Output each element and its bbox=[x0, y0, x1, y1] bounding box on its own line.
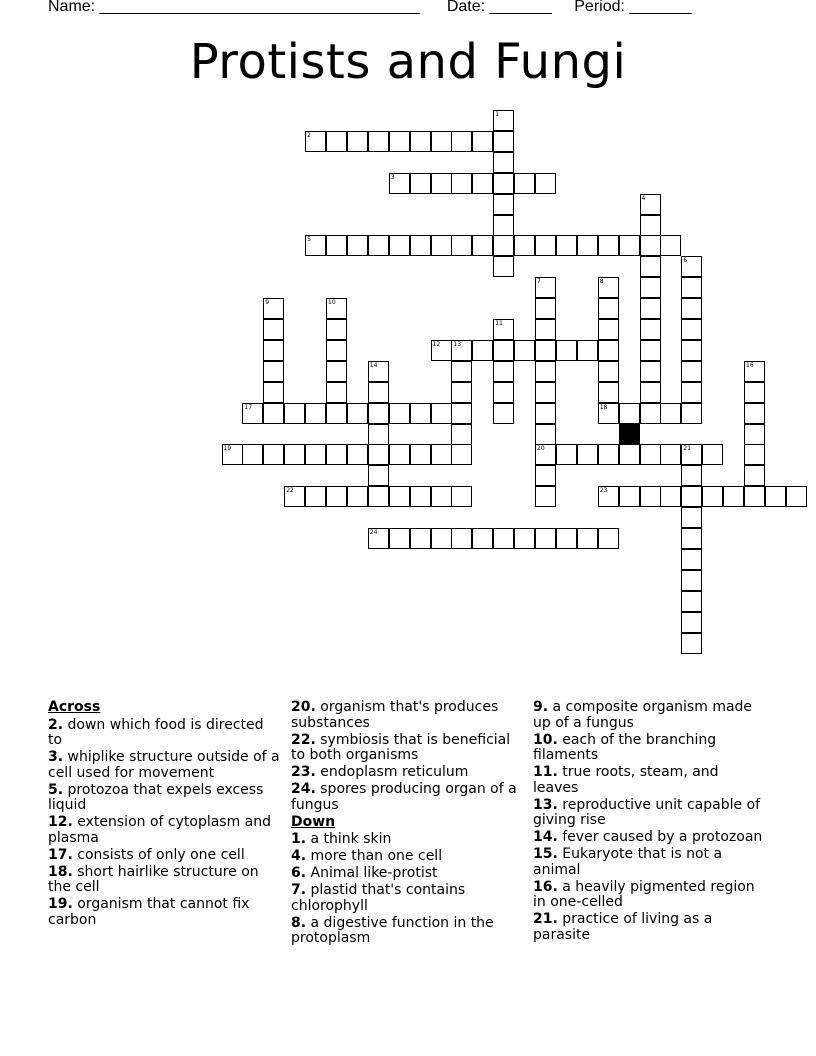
clue bbox=[291, 700, 523, 731]
grid-cell[interactable] bbox=[556, 444, 577, 465]
grid-cell[interactable] bbox=[389, 235, 410, 256]
across-heading: Across bbox=[48, 699, 101, 715]
clue-text: protozoa that expels excess liquid bbox=[48, 781, 264, 813]
grid-cell[interactable] bbox=[535, 361, 556, 382]
grid-cell[interactable] bbox=[284, 403, 305, 424]
grid-cell[interactable] bbox=[326, 361, 347, 382]
grid-cell[interactable] bbox=[451, 340, 472, 361]
down-clue-list-continued bbox=[533, 700, 765, 943]
grid-cell[interactable] bbox=[681, 277, 702, 298]
grid-cell[interactable] bbox=[535, 319, 556, 340]
clue-text: whiplike structure outside of a cell used for movement bbox=[48, 749, 280, 781]
grid-cell[interactable] bbox=[681, 444, 702, 465]
grid-cell[interactable] bbox=[744, 424, 765, 445]
grid-cell[interactable] bbox=[681, 465, 702, 486]
clue-text: reproductive unit capable of giving rise bbox=[533, 796, 761, 828]
clue-number: 23 bbox=[599, 487, 608, 495]
grid-cell[interactable] bbox=[598, 319, 619, 340]
clue-text: fever caused by a protozoan bbox=[557, 829, 763, 845]
grid-cell[interactable] bbox=[640, 382, 661, 403]
grid-cell[interactable] bbox=[681, 361, 702, 382]
clue-number: 24 bbox=[369, 529, 378, 536]
clue-number-label: 7. bbox=[291, 882, 307, 898]
clue-number: 2 bbox=[307, 131, 311, 139]
grid-cell[interactable] bbox=[640, 486, 661, 507]
clue bbox=[533, 912, 765, 943]
down-heading: Down bbox=[291, 813, 336, 830]
grid-cell[interactable] bbox=[451, 424, 472, 445]
grid-cell[interactable] bbox=[410, 444, 431, 465]
grid-cell[interactable] bbox=[410, 403, 431, 424]
grid-cell[interactable] bbox=[326, 131, 347, 152]
grid-cell[interactable] bbox=[305, 486, 326, 507]
grid-cell[interactable] bbox=[702, 444, 723, 465]
clue-number-label: 21. bbox=[533, 911, 558, 927]
clue-number-label: 12. bbox=[48, 814, 73, 830]
grid-black-cell bbox=[619, 424, 640, 445]
clue-number-label: 17. bbox=[48, 846, 73, 863]
grid-cell[interactable] bbox=[431, 528, 452, 549]
clue bbox=[291, 916, 523, 947]
clue bbox=[533, 733, 765, 764]
grid-cell[interactable] bbox=[640, 215, 661, 236]
down-clue-list bbox=[291, 832, 523, 947]
grid-cell[interactable] bbox=[535, 173, 556, 194]
clue bbox=[48, 815, 280, 846]
clue-number-label: 23. bbox=[291, 764, 316, 780]
grid-cell[interactable] bbox=[514, 528, 535, 549]
grid-cell[interactable] bbox=[514, 340, 535, 361]
clue bbox=[533, 830, 765, 846]
clue-number-label: 3. bbox=[48, 749, 64, 765]
grid-cell[interactable] bbox=[472, 340, 493, 361]
across-clue-list-continued bbox=[291, 700, 523, 813]
clue bbox=[533, 798, 765, 829]
grid-cell[interactable] bbox=[326, 340, 347, 361]
grid-cell[interactable] bbox=[472, 131, 493, 152]
grid-cell[interactable] bbox=[681, 319, 702, 340]
grid-cell[interactable] bbox=[284, 486, 305, 507]
clue-text: Animal like-protist bbox=[306, 865, 438, 881]
grid-cell[interactable] bbox=[681, 298, 702, 319]
clue-text: organism that's produces substances bbox=[291, 699, 499, 731]
grid-cell[interactable] bbox=[640, 298, 661, 319]
grid-cell[interactable] bbox=[347, 131, 368, 152]
grid-cell[interactable] bbox=[535, 528, 556, 549]
grid-cell[interactable] bbox=[222, 444, 243, 465]
grid-cell[interactable] bbox=[640, 235, 661, 256]
grid-cell[interactable] bbox=[535, 444, 556, 465]
grid-cell[interactable] bbox=[577, 528, 598, 549]
grid-cell[interactable] bbox=[681, 403, 702, 424]
across-clue-list bbox=[48, 718, 280, 929]
clue-number-label: 16. bbox=[533, 878, 558, 895]
grid-cell[interactable] bbox=[493, 319, 514, 340]
grid-cell[interactable] bbox=[410, 173, 431, 194]
grid-cell[interactable] bbox=[389, 403, 410, 424]
grid-cell[interactable] bbox=[326, 486, 347, 507]
clue bbox=[48, 718, 280, 749]
clue-number: 5 bbox=[307, 236, 311, 244]
clue-text: extension of cytoplasm and plasma bbox=[48, 814, 272, 846]
grid-cell[interactable] bbox=[326, 382, 347, 403]
clue-number-label: 20. bbox=[291, 699, 316, 715]
clue-number-label: 18. bbox=[48, 863, 73, 880]
grid-cell[interactable] bbox=[640, 319, 661, 340]
clue bbox=[533, 765, 765, 796]
grid-cell[interactable] bbox=[410, 235, 431, 256]
grid-cell[interactable] bbox=[347, 403, 368, 424]
grid-cell[interactable] bbox=[263, 340, 284, 361]
grid-cell[interactable] bbox=[535, 486, 556, 507]
clue-number-label: 19. bbox=[48, 896, 73, 912]
grid-cell[interactable] bbox=[681, 528, 702, 549]
clue-number-label: 2. bbox=[48, 716, 64, 733]
grid-cell[interactable] bbox=[640, 403, 661, 424]
clue bbox=[533, 847, 765, 878]
grid-cell[interactable] bbox=[451, 486, 472, 507]
grid-cell[interactable] bbox=[640, 340, 661, 361]
grid-cell[interactable] bbox=[598, 235, 619, 256]
grid-cell[interactable] bbox=[514, 173, 535, 194]
clue bbox=[48, 865, 280, 896]
clue-number-label: 24. bbox=[291, 781, 316, 797]
grid-cell[interactable] bbox=[598, 277, 619, 298]
grid-cell[interactable] bbox=[535, 403, 556, 424]
clue-number: 10 bbox=[328, 299, 336, 307]
grid-cell[interactable] bbox=[242, 444, 263, 465]
clue-number: 3 bbox=[390, 173, 395, 181]
grid-cell[interactable] bbox=[493, 173, 514, 194]
grid-cell[interactable] bbox=[347, 486, 368, 507]
grid-cell[interactable] bbox=[786, 486, 807, 507]
clues-column-1 bbox=[48, 700, 280, 930]
grid-cell[interactable] bbox=[305, 403, 326, 424]
grid-cell[interactable] bbox=[598, 298, 619, 319]
grid-cell[interactable] bbox=[535, 298, 556, 319]
clue-text: symbiosis that is beneficial to both organisms bbox=[291, 731, 511, 763]
clue bbox=[291, 832, 523, 848]
grid-cell[interactable] bbox=[305, 131, 326, 152]
grid-cell[interactable] bbox=[744, 465, 765, 486]
grid-cell[interactable] bbox=[681, 633, 702, 654]
clue-number-label: 15. bbox=[533, 846, 558, 862]
grid-cell[interactable] bbox=[556, 528, 577, 549]
clue-number: 21 bbox=[683, 445, 691, 453]
grid-cell[interactable] bbox=[451, 131, 472, 152]
grid-cell[interactable] bbox=[326, 319, 347, 340]
grid-cell[interactable] bbox=[451, 235, 472, 256]
clue-number: 20 bbox=[537, 445, 545, 453]
clues-column-3 bbox=[533, 700, 765, 945]
grid-cell[interactable] bbox=[514, 235, 535, 256]
grid-cell[interactable] bbox=[493, 152, 514, 173]
clue-text: true roots, steam, and leaves bbox=[533, 764, 719, 796]
grid-cell[interactable] bbox=[640, 256, 661, 277]
grid-cell[interactable] bbox=[368, 444, 389, 465]
clue bbox=[533, 700, 765, 731]
clue-text: a composite organism made up of a fungus bbox=[533, 699, 753, 731]
clue-number: 4 bbox=[641, 194, 646, 202]
grid-cell[interactable] bbox=[640, 277, 661, 298]
grid-cell[interactable] bbox=[723, 486, 744, 507]
clue-number: 7 bbox=[537, 278, 541, 286]
grid-cell[interactable] bbox=[326, 298, 347, 319]
name-field[interactable]: Name: ____________________________________ bbox=[48, 0, 420, 15]
grid-cell[interactable] bbox=[577, 235, 598, 256]
grid-cell[interactable] bbox=[556, 340, 577, 361]
grid-cell[interactable] bbox=[368, 361, 389, 382]
clue-number-label: 5. bbox=[48, 781, 64, 798]
grid-cell[interactable] bbox=[389, 444, 410, 465]
grid-cell[interactable] bbox=[681, 570, 702, 591]
grid-cell[interactable] bbox=[744, 486, 765, 507]
clue bbox=[48, 897, 280, 928]
grid-cell[interactable] bbox=[681, 591, 702, 612]
grid-cell[interactable] bbox=[389, 173, 410, 194]
grid-cell[interactable] bbox=[598, 361, 619, 382]
grid-cell[interactable] bbox=[598, 486, 619, 507]
grid-cell[interactable] bbox=[472, 173, 493, 194]
grid-cell[interactable] bbox=[263, 361, 284, 382]
grid-cell[interactable] bbox=[681, 549, 702, 570]
grid-cell[interactable] bbox=[535, 277, 556, 298]
grid-cell[interactable] bbox=[347, 235, 368, 256]
grid-cell[interactable] bbox=[263, 382, 284, 403]
grid-cell[interactable] bbox=[263, 403, 284, 424]
clue-number: 1 bbox=[495, 111, 500, 118]
clue-number-label: 9. bbox=[533, 699, 549, 715]
grid-cell[interactable] bbox=[744, 382, 765, 403]
grid-cell[interactable] bbox=[451, 403, 472, 424]
grid-cell[interactable] bbox=[431, 340, 452, 361]
grid-cell[interactable] bbox=[389, 486, 410, 507]
grid-cell[interactable] bbox=[598, 340, 619, 361]
grid-cell[interactable] bbox=[493, 361, 514, 382]
grid-cell[interactable] bbox=[368, 465, 389, 486]
clue-number: 18 bbox=[599, 403, 608, 411]
grid-cell[interactable] bbox=[431, 131, 452, 152]
clue-number: 16 bbox=[746, 361, 754, 369]
clue-number: 11 bbox=[495, 320, 503, 327]
grid-cell[interactable] bbox=[493, 110, 514, 131]
grid-cell[interactable] bbox=[681, 486, 702, 507]
grid-cell[interactable] bbox=[619, 403, 640, 424]
clue-number: 9 bbox=[265, 299, 270, 307]
clue bbox=[291, 765, 523, 781]
grid-cell[interactable] bbox=[660, 444, 681, 465]
clue-number: 17 bbox=[244, 403, 253, 411]
grid-cell[interactable] bbox=[493, 256, 514, 277]
grid-cell[interactable] bbox=[410, 486, 431, 507]
grid-cell[interactable] bbox=[640, 444, 661, 465]
clue-number: 13 bbox=[453, 340, 462, 348]
page-title: Protists and Fungi bbox=[189, 34, 627, 90]
clue bbox=[48, 750, 280, 781]
grid-cell[interactable] bbox=[535, 340, 556, 361]
grid-cell[interactable] bbox=[660, 403, 681, 424]
clue bbox=[48, 783, 280, 814]
date-field[interactable]: Date: _______ bbox=[446, 0, 552, 15]
clue-text: a think skin bbox=[306, 831, 392, 847]
grid-cell[interactable] bbox=[598, 444, 619, 465]
clue-text: a digestive function in the protoplasm bbox=[291, 914, 494, 946]
grid-cell[interactable] bbox=[431, 235, 452, 256]
grid-cell[interactable] bbox=[472, 235, 493, 256]
grid-cell[interactable] bbox=[410, 528, 431, 549]
clue-text: a heavily pigmented region in one-celled bbox=[533, 878, 755, 910]
grid-cell[interactable] bbox=[681, 612, 702, 633]
grid-cell[interactable] bbox=[305, 235, 326, 256]
grid-cell[interactable] bbox=[660, 486, 681, 507]
grid-cell[interactable] bbox=[472, 528, 493, 549]
clue bbox=[291, 866, 523, 882]
clue bbox=[291, 883, 523, 914]
clue-number: 22 bbox=[286, 487, 294, 495]
grid-cell[interactable] bbox=[619, 486, 640, 507]
grid-cell[interactable] bbox=[640, 194, 661, 215]
grid-cell[interactable] bbox=[681, 340, 702, 361]
clue-text: down which food is directed to bbox=[48, 716, 264, 748]
grid-cell[interactable] bbox=[451, 444, 472, 465]
clue-text: spores producing organ of a fungus bbox=[291, 781, 517, 813]
clue-text: organism that cannot fix carbon bbox=[48, 896, 250, 928]
grid-cell[interactable] bbox=[493, 194, 514, 215]
clue bbox=[291, 733, 523, 764]
grid-cell[interactable] bbox=[535, 465, 556, 486]
clue-number-label: 11. bbox=[533, 764, 558, 780]
clue-text: endoplasm reticulum bbox=[315, 764, 469, 780]
grid-cell[interactable] bbox=[681, 256, 702, 277]
grid-cell[interactable] bbox=[493, 235, 514, 256]
grid-cell[interactable] bbox=[765, 486, 786, 507]
grid-cell[interactable] bbox=[368, 131, 389, 152]
grid-cell[interactable] bbox=[493, 215, 514, 236]
clue-text: plastid that's contains chlorophyll bbox=[291, 882, 466, 914]
grid-cell[interactable] bbox=[681, 507, 702, 528]
clue-number-label: 14. bbox=[533, 829, 558, 845]
grid-cell[interactable] bbox=[640, 361, 661, 382]
clue-text: consists of only one cell bbox=[72, 846, 245, 863]
grid-cell[interactable] bbox=[431, 444, 452, 465]
clue-number-label: 10. bbox=[533, 731, 558, 748]
grid-cell[interactable] bbox=[263, 298, 284, 319]
grid-cell[interactable] bbox=[431, 173, 452, 194]
grid-cell[interactable] bbox=[702, 486, 723, 507]
grid-cell[interactable] bbox=[619, 235, 640, 256]
grid-cell[interactable] bbox=[368, 382, 389, 403]
grid-cell[interactable] bbox=[431, 486, 452, 507]
grid-cell[interactable] bbox=[556, 235, 577, 256]
clue bbox=[533, 880, 765, 911]
clue-number-label: 8. bbox=[291, 914, 307, 931]
grid-cell[interactable] bbox=[744, 403, 765, 424]
grid-cell[interactable] bbox=[326, 235, 347, 256]
grid-cell[interactable] bbox=[493, 403, 514, 424]
clue-number-label: 4. bbox=[291, 848, 307, 864]
grid-cell[interactable] bbox=[598, 382, 619, 403]
grid-cell[interactable] bbox=[368, 403, 389, 424]
grid-cell[interactable] bbox=[451, 361, 472, 382]
grid-cell[interactable] bbox=[305, 444, 326, 465]
grid-cell[interactable] bbox=[368, 528, 389, 549]
grid-cell[interactable] bbox=[598, 403, 619, 424]
grid-cell[interactable] bbox=[284, 444, 305, 465]
clue-number: 19 bbox=[223, 445, 232, 453]
grid-cell[interactable] bbox=[681, 382, 702, 403]
grid-cell[interactable] bbox=[535, 424, 556, 445]
grid-cell[interactable] bbox=[368, 486, 389, 507]
clues-column-2 bbox=[291, 700, 523, 948]
clue-text: each of the branching filaments bbox=[533, 731, 717, 763]
clue-number-label: 6. bbox=[291, 865, 307, 881]
clue-text: practice of living as a parasite bbox=[533, 911, 713, 943]
grid-cell[interactable] bbox=[410, 131, 431, 152]
clue-number-label: 13. bbox=[533, 796, 558, 813]
grid-cell[interactable] bbox=[493, 340, 514, 361]
clue bbox=[48, 848, 280, 864]
clue-number: 14 bbox=[369, 361, 378, 369]
grid-cell[interactable] bbox=[347, 444, 368, 465]
grid-cell[interactable] bbox=[744, 361, 765, 382]
clue-text: Eukaryote that is not a animal bbox=[533, 846, 723, 878]
grid-cell[interactable] bbox=[451, 173, 472, 194]
grid-cell[interactable] bbox=[535, 235, 556, 256]
clue-number-label: 22. bbox=[291, 731, 316, 748]
grid-cell[interactable] bbox=[535, 382, 556, 403]
grid-cell[interactable] bbox=[577, 444, 598, 465]
grid-cell[interactable] bbox=[389, 131, 410, 152]
clue-number: 8 bbox=[599, 278, 604, 286]
grid-cell[interactable] bbox=[493, 131, 514, 152]
period-field[interactable]: Period: _______ bbox=[574, 0, 692, 15]
clue-number-label: 1. bbox=[291, 831, 307, 847]
clue bbox=[291, 782, 523, 813]
clue-text: short hairlike structure on the cell bbox=[48, 863, 259, 895]
clue bbox=[291, 849, 523, 865]
grid-cell[interactable] bbox=[431, 403, 452, 424]
grid-cell[interactable] bbox=[744, 444, 765, 465]
grid-cell[interactable] bbox=[242, 403, 263, 424]
grid-cell[interactable] bbox=[326, 444, 347, 465]
clue-text: more than one cell bbox=[306, 848, 443, 864]
grid-cell[interactable] bbox=[493, 382, 514, 403]
clue-number: 12 bbox=[432, 340, 441, 348]
grid-cell[interactable] bbox=[619, 444, 640, 465]
grid-cell[interactable] bbox=[493, 528, 514, 549]
grid-cell[interactable] bbox=[598, 528, 619, 549]
grid-cell[interactable] bbox=[263, 444, 284, 465]
clue-number: 6 bbox=[683, 257, 688, 265]
grid-cell[interactable] bbox=[389, 528, 410, 549]
grid-cell[interactable] bbox=[263, 319, 284, 340]
grid-cell[interactable] bbox=[660, 235, 681, 256]
grid-cell[interactable] bbox=[368, 424, 389, 445]
grid-cell[interactable] bbox=[326, 403, 347, 424]
grid-cell[interactable] bbox=[451, 528, 472, 549]
grid-cell[interactable] bbox=[577, 340, 598, 361]
grid-cell[interactable] bbox=[368, 235, 389, 256]
grid-cell[interactable] bbox=[451, 382, 472, 403]
